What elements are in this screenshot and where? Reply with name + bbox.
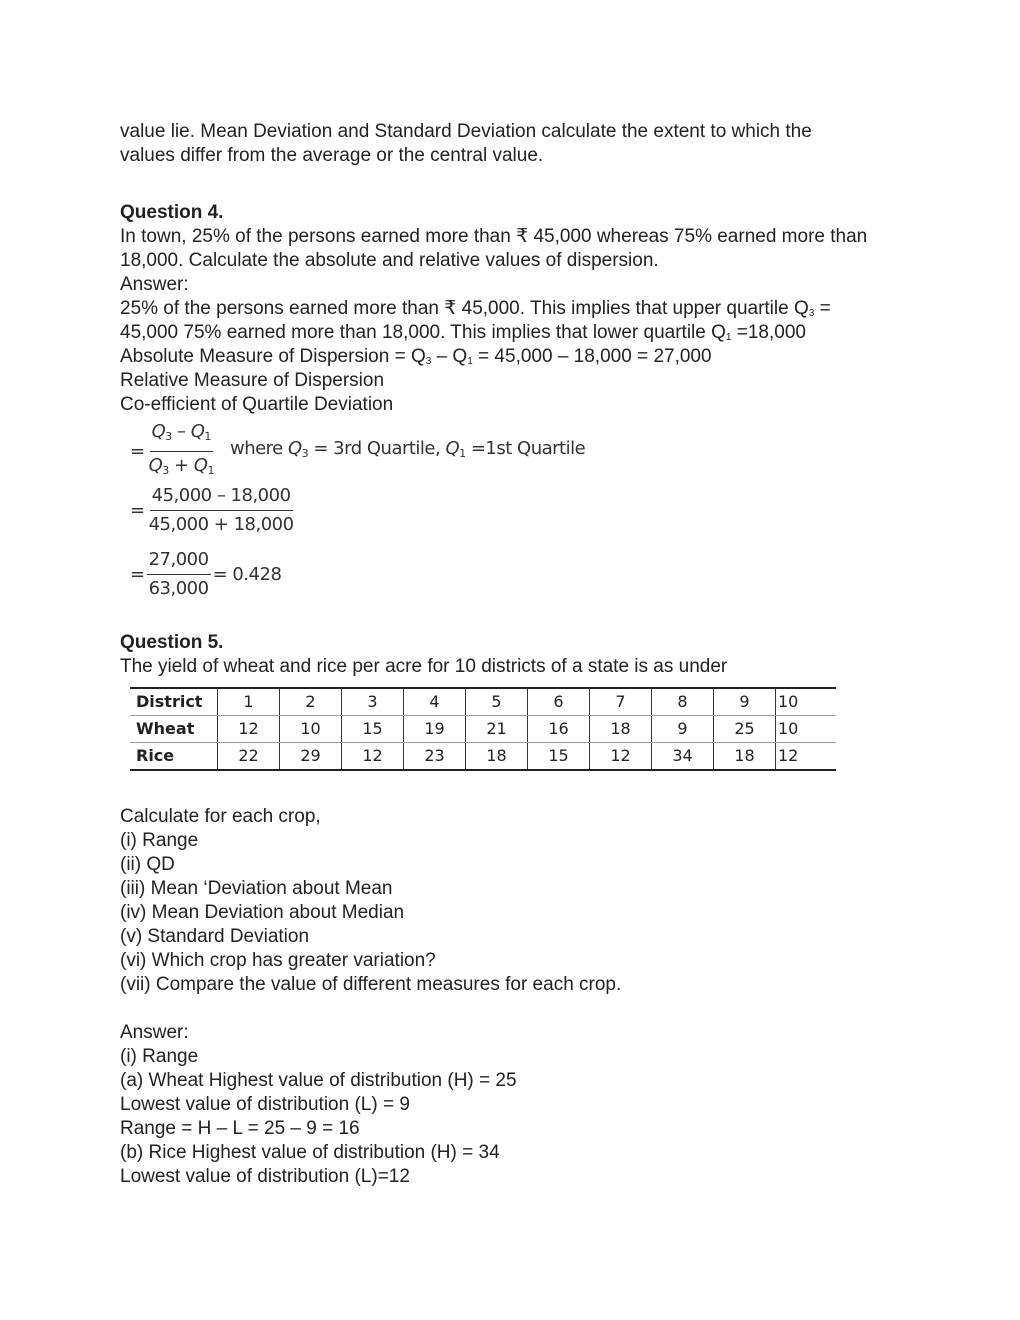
table-cell: 10 [776, 688, 837, 716]
instruction-line: (vii) Compare the value of different measures for each crop. [120, 974, 622, 995]
table-cell: 25 [714, 716, 776, 743]
row-label: Wheat [130, 716, 218, 743]
table-cell: 22 [218, 743, 280, 771]
instruction-line: (v) Standard Deviation [120, 926, 310, 947]
table-cell: 2 [280, 688, 342, 716]
table-cell: 21 [466, 716, 528, 743]
answer-line: (i) Range [120, 1046, 199, 1067]
formula-row-1: = $\frac{Q3 - Q1}{Q3 + Q1}$ where Q3 = 3rd Quartile, Q1 =1st Quartile [130, 421, 586, 477]
q4-answer-line-2: 45,000 75% earned more than 18,000. This implies that lower quartile $Q_1 =18,000$ [120, 322, 806, 343]
table-cell: 12 [218, 716, 280, 743]
answer-line: (b) Rice Highest value of distribution (H) = 34 [120, 1142, 500, 1163]
instruction-line: (iii) Mean ‘Deviation about Mean [120, 878, 393, 899]
question-4-text-1: In town, 25% of the persons earned more than ₹ 45,000 whereas 75% earned more than [120, 226, 868, 247]
q4-answer-line-5: Co-efficient of Quartile Deviation [120, 394, 394, 415]
intro-line-1: value lie. Mean Deviation and Standard Deviation calculate the extent to which the [120, 121, 812, 142]
q4-answer-line-1: 25% of the persons earned more than ₹ 45,000. This implies that upper quartile $Q_3$ = [120, 298, 831, 319]
table-cell: 3 [342, 688, 404, 716]
answer-line: Range = H – L = 25 – 9 = 16 [120, 1118, 360, 1139]
question-5-title: Question 5. [120, 632, 224, 653]
row-label: District [130, 688, 218, 716]
question-4-title: Question 4. [120, 202, 224, 223]
formula-row-3: = $\frac{27,000}{63,000}$ = 0.428 [130, 549, 282, 599]
table-cell: 15 [342, 716, 404, 743]
table-cell: 18 [714, 743, 776, 771]
instruction-line: (i) Range [120, 830, 199, 851]
table-cell: 23 [404, 743, 466, 771]
question-4-text-2: 18,000. Calculate the absolute and relative values of dispersion. [120, 250, 659, 271]
table-cell: 12 [342, 743, 404, 771]
formula-row-2: = $\frac{45,000 - 18,000}{45,000 + 18,000}$ [130, 485, 294, 535]
question-4-answer-label: Answer: [120, 274, 189, 295]
row-label: Rice [130, 743, 218, 771]
question-5-answer-label: Answer: [120, 1022, 189, 1043]
table-cell: 4 [404, 688, 466, 716]
table-cell: 29 [280, 743, 342, 771]
table-row [130, 743, 836, 771]
table-cell: 8 [652, 688, 714, 716]
table-cell: 10 [776, 716, 837, 743]
instruction-line: (vi) Which crop has greater variation? [120, 950, 436, 971]
question-5-text: The yield of wheat and rice per acre for 10 districts of a state is as under [120, 656, 728, 677]
table-cell: 19 [404, 716, 466, 743]
table-cell: 16 [528, 716, 590, 743]
answer-line: Lowest value of distribution (L) = 9 [120, 1094, 410, 1115]
answer-line: Lowest value of distribution (L)=12 [120, 1166, 410, 1187]
table-cell: 18 [590, 716, 652, 743]
instruction-line: Calculate for each crop, [120, 806, 321, 827]
yield-table [130, 687, 836, 771]
q4-answer-line-3: Absolute Measure of Dispersion = $Q_3 - Q_1 = 45,000 - 18,000 = 27,000$ [120, 346, 712, 367]
table-cell: 34 [652, 743, 714, 771]
intro-line-2: values differ from the average or the central value. [120, 145, 544, 166]
table-cell: 12 [590, 743, 652, 771]
table-cell: 5 [466, 688, 528, 716]
table-cell: 6 [528, 688, 590, 716]
table-row [130, 688, 836, 716]
table-cell: 18 [466, 743, 528, 771]
table-row [130, 716, 836, 743]
instruction-line: (iv) Mean Deviation about Median [120, 902, 405, 923]
table-cell: 10 [280, 716, 342, 743]
quartile-deviation-formula [120, 419, 910, 605]
document-page [120, 120, 910, 1189]
answer-line: (a) Wheat Highest value of distribution (H) = 25 [120, 1070, 517, 1091]
instruction-line: (ii) QD [120, 854, 175, 875]
table-cell: 9 [652, 716, 714, 743]
table-cell: 15 [528, 743, 590, 771]
table-cell: 1 [218, 688, 280, 716]
table-cell: 12 [776, 743, 837, 771]
q4-answer-line-4: Relative Measure of Dispersion [120, 370, 385, 391]
table-cell: 7 [590, 688, 652, 716]
table-cell: 9 [714, 688, 776, 716]
